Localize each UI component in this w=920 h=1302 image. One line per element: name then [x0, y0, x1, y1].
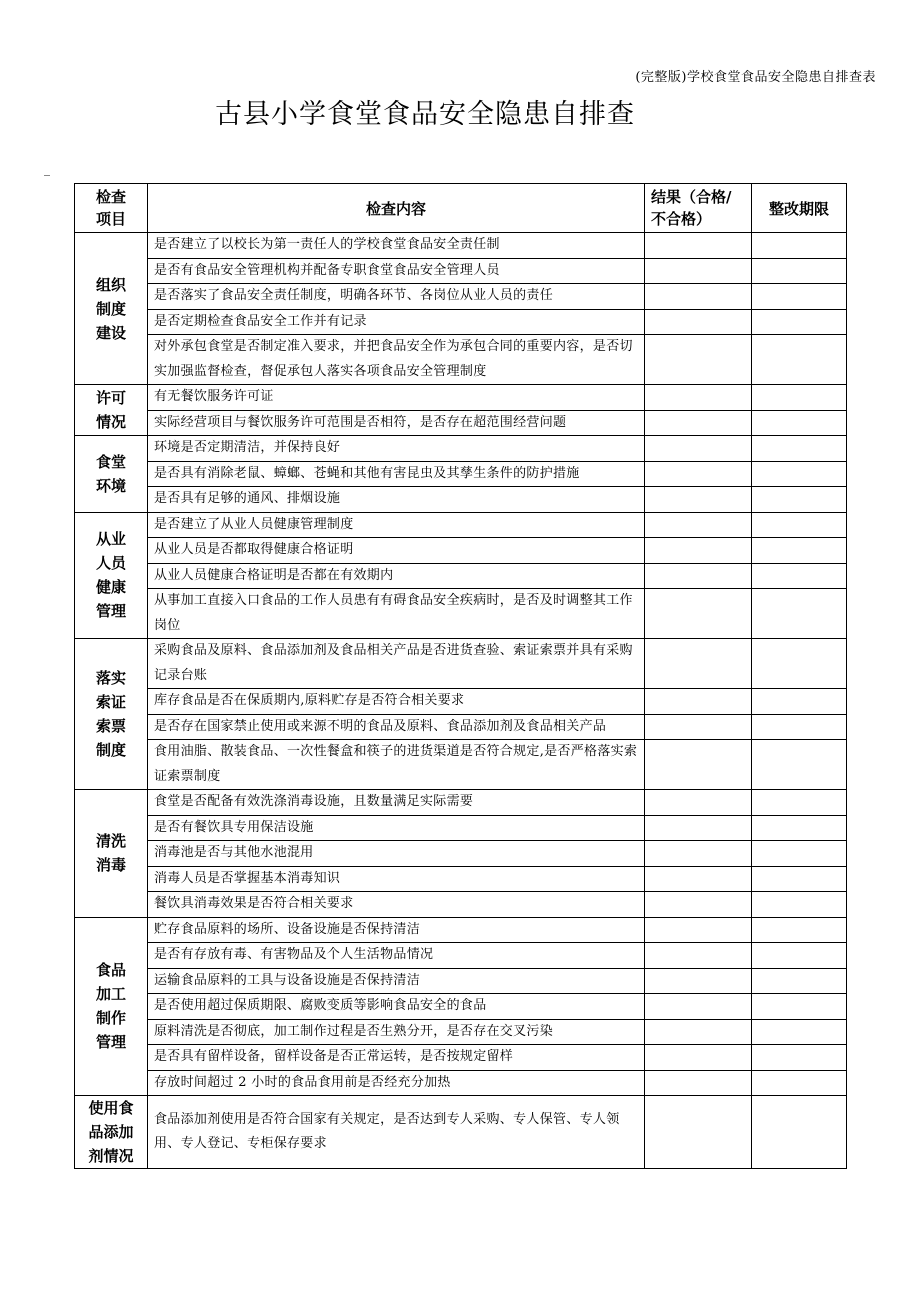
category-cell: 从业 人员 健康 管理	[75, 512, 148, 639]
table-row	[75, 335, 847, 385]
result-cell[interactable]	[645, 689, 752, 715]
deadline-cell[interactable]	[752, 740, 847, 790]
deadline-cell[interactable]	[752, 689, 847, 715]
check-item-cell: 原料清洗是否彻底，加工制作过程是否生熟分开，是否存在交叉污染	[148, 1019, 645, 1045]
check-item-cell: 实际经营项目与餐饮服务许可范围是否相符，是否存在超范围经营问题	[148, 410, 645, 436]
check-item-cell: 从业人员健康合格证明是否都在有效期内	[148, 563, 645, 589]
result-cell[interactable]	[645, 790, 752, 816]
deadline-cell[interactable]	[752, 639, 847, 689]
deadline-cell[interactable]	[752, 385, 847, 411]
table-row	[75, 892, 847, 918]
result-cell[interactable]	[645, 968, 752, 994]
result-cell[interactable]	[645, 740, 752, 790]
deadline-cell[interactable]	[752, 335, 847, 385]
table-row	[75, 1070, 847, 1096]
table-row	[75, 538, 847, 564]
result-cell[interactable]	[645, 994, 752, 1020]
check-item-cell: 是否有存放有毒、有害物品及个人生活物品情况	[148, 943, 645, 969]
check-item-cell: 是否建立了以校长为第一责任人的学校食堂食品安全责任制	[148, 233, 645, 259]
check-item-cell: 消毒池是否与其他水池混用	[148, 841, 645, 867]
result-cell[interactable]	[645, 512, 752, 538]
deadline-cell[interactable]	[752, 943, 847, 969]
result-cell[interactable]	[645, 410, 752, 436]
result-cell[interactable]	[645, 1019, 752, 1045]
result-cell[interactable]	[645, 309, 752, 335]
table-row	[75, 385, 847, 411]
result-cell[interactable]	[645, 589, 752, 639]
check-item-cell: 是否具有消除老鼠、蟑螂、苍蝇和其他有害昆虫及其孳生条件的防护措施	[148, 461, 645, 487]
result-cell[interactable]	[645, 1070, 752, 1096]
table-row	[75, 1045, 847, 1071]
table-row	[75, 589, 847, 639]
category-cell: 食堂 环境	[75, 436, 148, 513]
category-cell: 组织 制度 建设	[75, 233, 148, 385]
category-cell: 清洗 消毒	[75, 790, 148, 918]
deadline-cell[interactable]	[752, 866, 847, 892]
table-row	[75, 436, 847, 462]
table-row	[75, 689, 847, 715]
header-result: 结果（合格/不合格）	[645, 184, 752, 233]
inspection-table	[74, 183, 847, 1169]
result-cell[interactable]	[645, 866, 752, 892]
table-row	[75, 563, 847, 589]
table-row	[75, 740, 847, 790]
deadline-cell[interactable]	[752, 1019, 847, 1045]
check-item-cell: 是否落实了食品安全责任制度，明确各环节、各岗位从业人员的责任	[148, 284, 645, 310]
deadline-cell[interactable]	[752, 714, 847, 740]
table-row	[75, 258, 847, 284]
check-item-cell: 库存食品是否在保质期内,原料贮存是否符合相关要求	[148, 689, 645, 715]
check-item-cell: 环境是否定期清洁，并保持良好	[148, 436, 645, 462]
check-item-cell: 是否存在国家禁止使用或来源不明的食品及原料、食品添加剂及食品相关产品	[148, 714, 645, 740]
check-item-cell: 采购食品及原料、食品添加剂及食品相关产品是否进货查验、索证索票并具有采购记录台账	[148, 639, 645, 689]
header-deadline: 整改期限	[752, 184, 847, 233]
result-cell[interactable]	[645, 233, 752, 259]
category-cell: 许可 情况	[75, 385, 148, 436]
deadline-cell[interactable]	[752, 1070, 847, 1096]
result-cell[interactable]	[645, 714, 752, 740]
table-row	[75, 968, 847, 994]
result-cell[interactable]	[645, 815, 752, 841]
table-body	[75, 233, 847, 1169]
check-item-cell: 运输食品原料的工具与设备设施是否保持清洁	[148, 968, 645, 994]
category-cell: 食品 加工 制作 管理	[75, 917, 148, 1096]
check-item-cell: 是否有食品安全管理机构并配备专职食堂食品安全管理人员	[148, 258, 645, 284]
table-row	[75, 487, 847, 513]
check-item-cell: 消毒人员是否掌握基本消毒知识	[148, 866, 645, 892]
table-row	[75, 1019, 847, 1045]
result-cell[interactable]	[645, 917, 752, 943]
check-item-cell: 是否具有留样设备，留样设备是否正常运转，是否按规定留样	[148, 1045, 645, 1071]
table-row	[75, 233, 847, 259]
table-row	[75, 410, 847, 436]
check-item-cell: 是否建立了从业人员健康管理制度	[148, 512, 645, 538]
result-cell[interactable]	[645, 284, 752, 310]
margin-mark: _	[44, 162, 50, 176]
result-cell[interactable]	[645, 436, 752, 462]
deadline-cell[interactable]	[752, 258, 847, 284]
deadline-cell[interactable]	[752, 892, 847, 918]
category-cell: 落实 索证 索票 制度	[75, 639, 148, 790]
result-cell[interactable]	[645, 538, 752, 564]
result-cell[interactable]	[645, 943, 752, 969]
check-item-cell: 食用油脂、散装食品、一次性餐盒和筷子的进货渠道是否符合规定,是否严格落实索证索票制度	[148, 740, 645, 790]
result-cell[interactable]	[645, 841, 752, 867]
deadline-cell[interactable]	[752, 512, 847, 538]
deadline-cell[interactable]	[752, 841, 847, 867]
result-cell[interactable]	[645, 385, 752, 411]
deadline-cell[interactable]	[752, 1096, 847, 1169]
check-item-cell: 食品添加剂使用是否符合国家有关规定，是否达到专人采购、专人保管、专人领用、专人登记、专柜保存要求	[148, 1096, 645, 1169]
deadline-cell[interactable]	[752, 538, 847, 564]
result-cell[interactable]	[645, 639, 752, 689]
deadline-cell[interactable]	[752, 589, 847, 639]
deadline-cell[interactable]	[752, 917, 847, 943]
result-cell[interactable]	[645, 335, 752, 385]
deadline-cell[interactable]	[752, 487, 847, 513]
deadline-cell[interactable]	[752, 309, 847, 335]
table-row	[75, 461, 847, 487]
deadline-cell[interactable]	[752, 436, 847, 462]
check-item-cell: 是否有餐饮具专用保洁设施	[148, 815, 645, 841]
table-row	[75, 841, 847, 867]
table-row	[75, 866, 847, 892]
table-row	[75, 714, 847, 740]
check-item-cell: 是否具有足够的通风、排烟设施	[148, 487, 645, 513]
deadline-cell[interactable]	[752, 563, 847, 589]
page-title: 古县小学食堂食品安全隐患自排查	[215, 99, 635, 130]
deadline-cell[interactable]	[752, 410, 847, 436]
check-item-cell: 存放时间超过 2 小时的食品食用前是否经充分加热	[148, 1070, 645, 1096]
result-cell[interactable]	[645, 487, 752, 513]
table-row	[75, 943, 847, 969]
table-row	[75, 994, 847, 1020]
deadline-cell[interactable]	[752, 461, 847, 487]
check-item-cell: 是否定期检查食品安全工作并有记录	[148, 309, 645, 335]
category-cell: 使用食 品添加 剂情况	[75, 1096, 148, 1169]
result-cell[interactable]	[645, 258, 752, 284]
result-cell[interactable]	[645, 1045, 752, 1071]
document-header-note: (完整版)学校食堂食品安全隐患自排查表	[635, 70, 876, 85]
check-item-cell: 从业人员是否都取得健康合格证明	[148, 538, 645, 564]
deadline-cell[interactable]	[752, 790, 847, 816]
result-cell[interactable]	[645, 1096, 752, 1169]
table-row	[75, 512, 847, 538]
check-item-cell: 是否使用超过保质期限、腐败变质等影响食品安全的食品	[148, 994, 645, 1020]
header-content: 检查内容	[148, 184, 645, 233]
check-item-cell: 贮存食品原料的场所、设备设施是否保持清洁	[148, 917, 645, 943]
table-header-row	[75, 184, 847, 233]
deadline-cell[interactable]	[752, 1045, 847, 1071]
deadline-cell[interactable]	[752, 994, 847, 1020]
table-row	[75, 1096, 847, 1169]
header-category: 检查 项目	[75, 184, 148, 233]
check-item-cell: 有无餐饮服务许可证	[148, 385, 645, 411]
result-cell[interactable]	[645, 892, 752, 918]
result-cell[interactable]	[645, 461, 752, 487]
deadline-cell[interactable]	[752, 815, 847, 841]
check-item-cell: 食堂是否配备有效洗涤消毒设施，且数量满足实际需要	[148, 790, 645, 816]
deadline-cell[interactable]	[752, 968, 847, 994]
check-item-cell: 对外承包食堂是否制定准入要求，并把食品安全作为承包合同的重要内容，是否切实加强监督检查，督促承包人落实各项食品安全管理制度	[148, 335, 645, 385]
table-row	[75, 284, 847, 310]
table-row	[75, 815, 847, 841]
deadline-cell[interactable]	[752, 233, 847, 259]
deadline-cell[interactable]	[752, 284, 847, 310]
check-item-cell: 餐饮具消毒效果是否符合相关要求	[148, 892, 645, 918]
check-item-cell: 从事加工直接入口食品的工作人员患有有碍食品安全疾病时，是否及时调整其工作岗位	[148, 589, 645, 639]
table-row	[75, 790, 847, 816]
table-row	[75, 917, 847, 943]
table-row	[75, 639, 847, 689]
result-cell[interactable]	[645, 563, 752, 589]
table-row	[75, 309, 847, 335]
